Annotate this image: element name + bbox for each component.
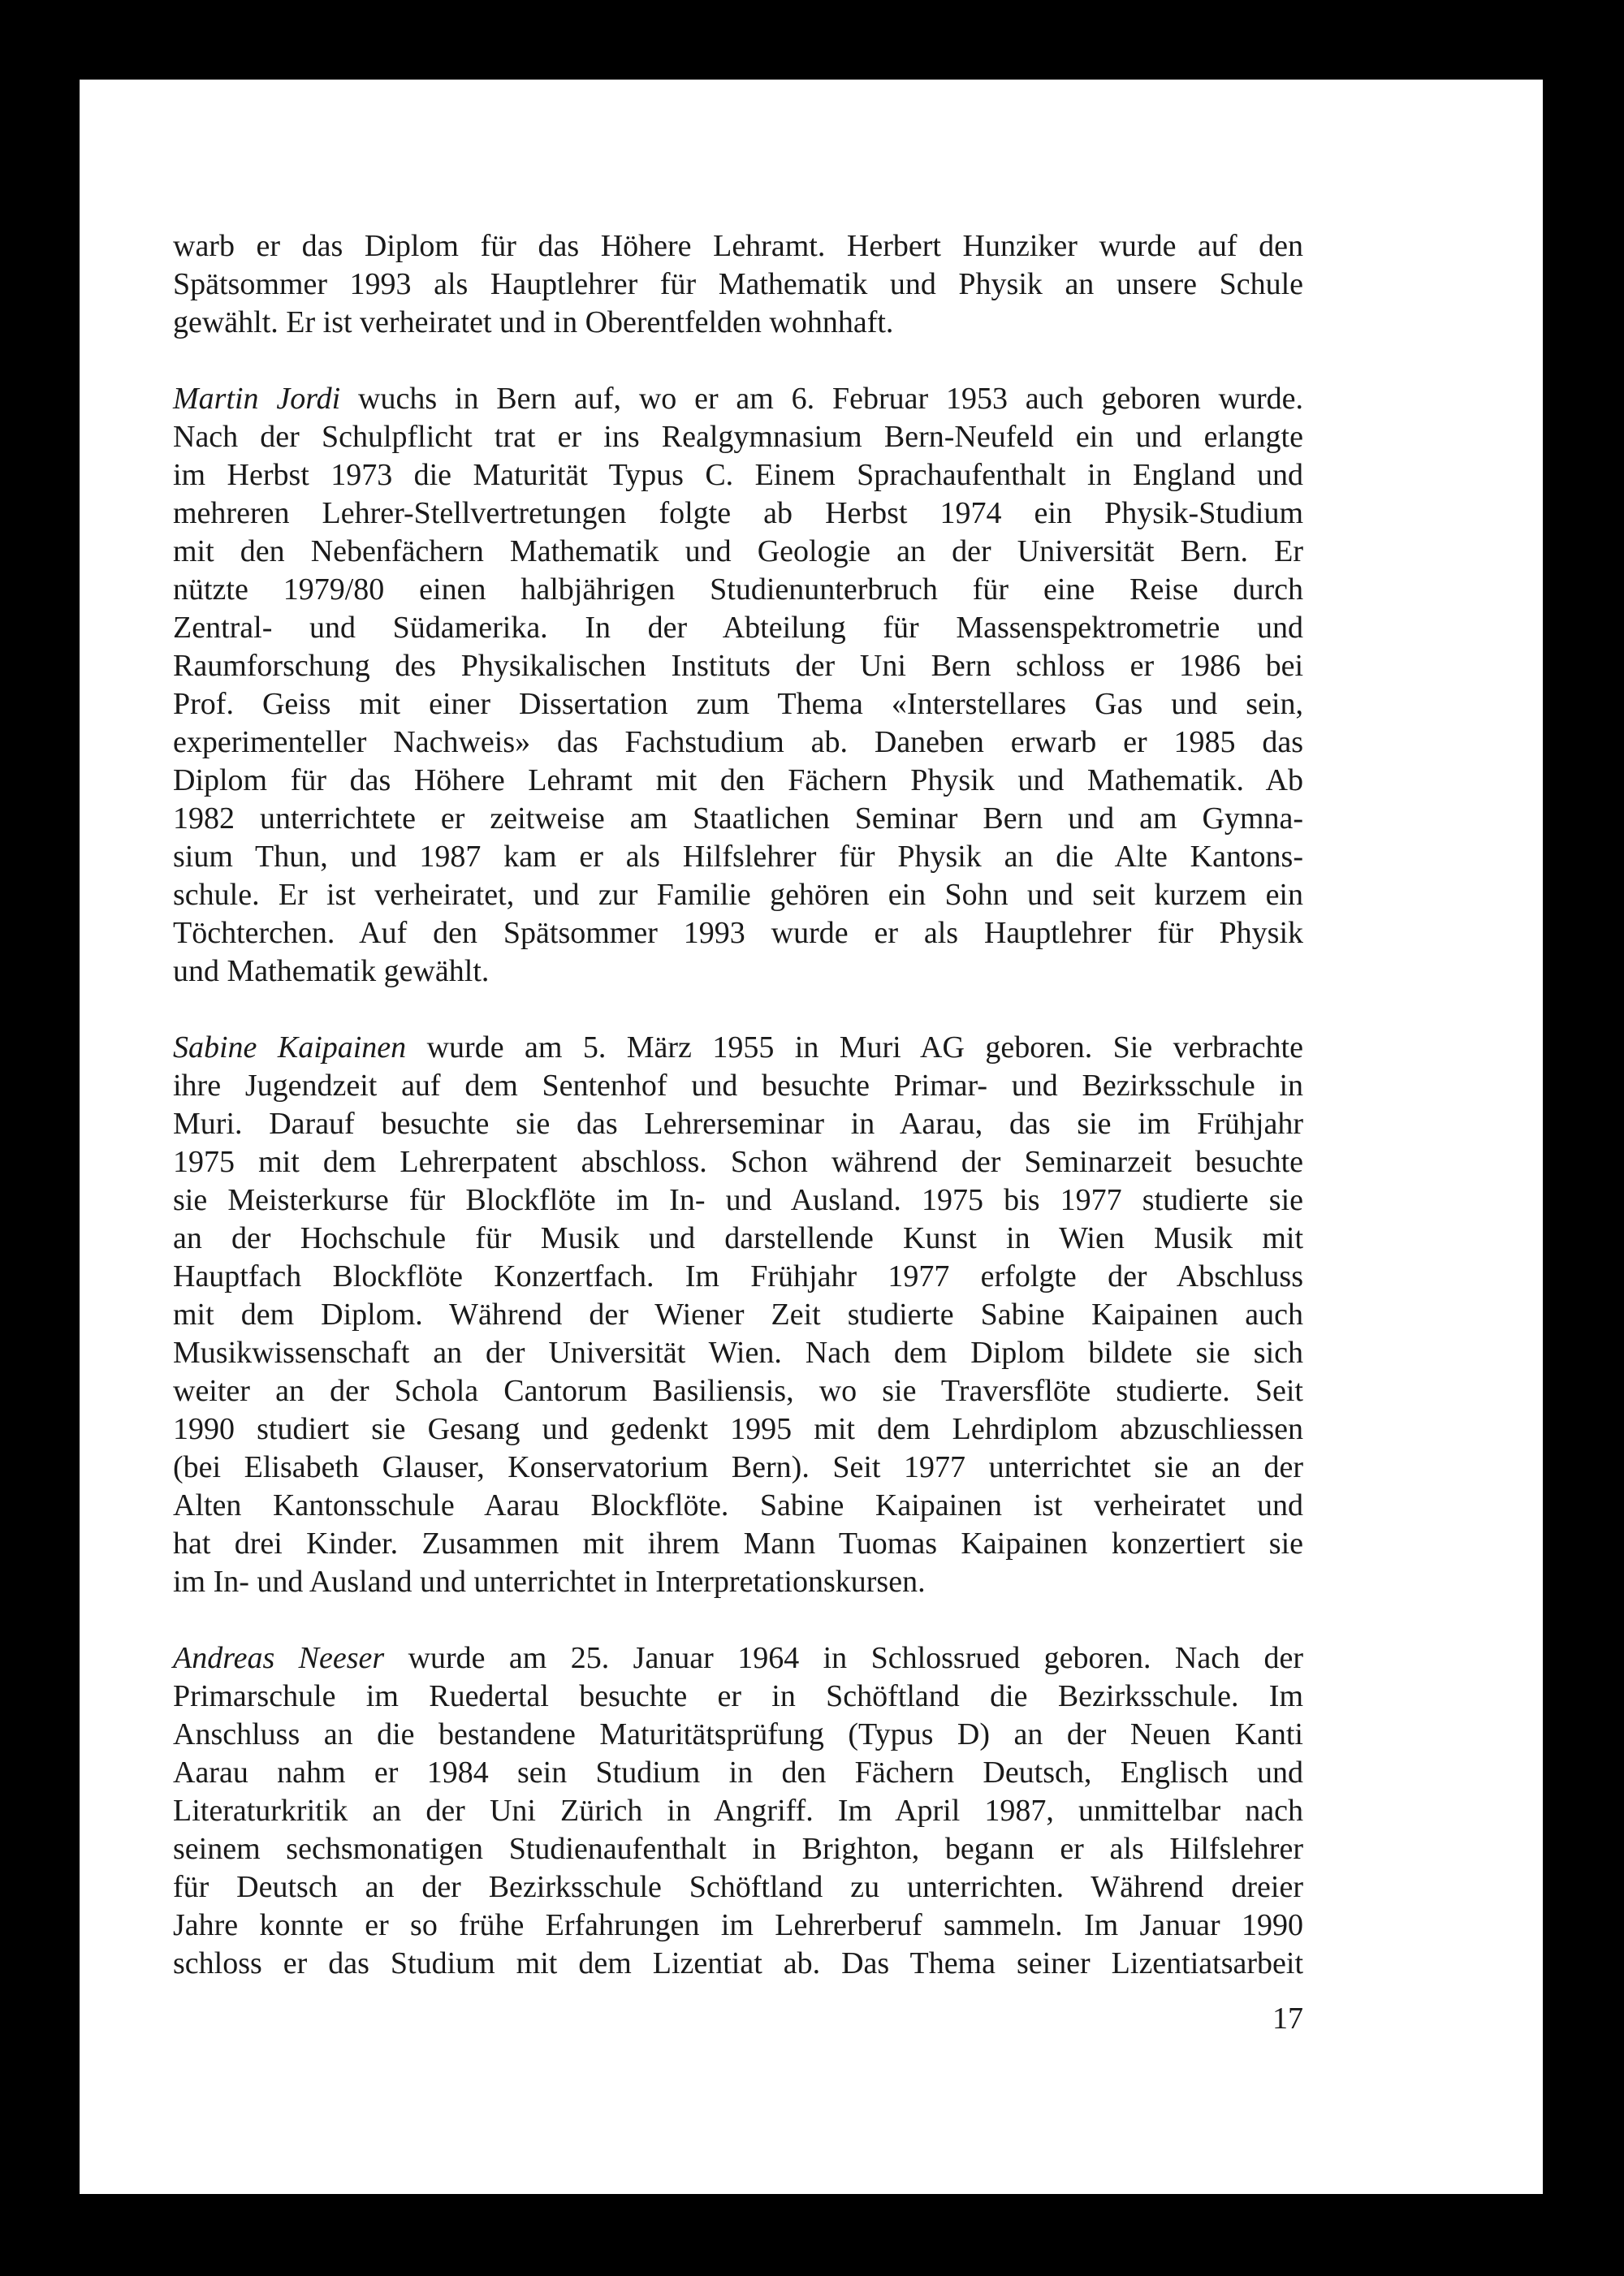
- text-line: [173, 1029, 1303, 1067]
- text-line: und Mathematik gewählt.: [173, 954, 490, 988]
- text-line: Anschluss an die bestandene Maturitätsprüfung (Typus D) an der Neuen Kanti: [173, 1717, 1303, 1751]
- text-line: [173, 380, 1303, 418]
- text-line: Hauptfach Blockflöte Konzertfach. Im Frühjahr 1977 erfolgte der Abschluss: [173, 1259, 1303, 1293]
- text-line: 1990 studiert sie Gesang und gedenkt 1995 mit dem Lehrdiplom abzuschliessen: [173, 1412, 1303, 1446]
- text-line: im In- und Ausland und unterrichtet in Interpretationskursen.: [173, 1565, 926, 1599]
- text-line: Diplom für das Höhere Lehramt mit den Fächern Physik und Mathematik. Ab: [173, 763, 1303, 797]
- text-line: weiter an der Schola Cantorum Basiliensis, wo sie Traversflöte studierte. Seit: [173, 1374, 1303, 1408]
- text-line: mehreren Lehrer-Stellvertretungen folgte ab Herbst 1974 ein Physik-Studium: [173, 496, 1303, 530]
- text-line: schule. Er ist verheiratet, und zur Familie gehören ein Sohn und seit kurzem ein: [173, 878, 1303, 912]
- text-line: Nach der Schulpflicht trat er ins Realgymnasium Bern-Neufeld ein und erlangte: [173, 420, 1303, 454]
- biography-paragraph: [173, 380, 1303, 991]
- text-line: warb er das Diplom für das Höhere Lehramt. Herbert Hunziker wurde auf den: [173, 229, 1303, 263]
- text-line: sium Thun, und 1987 kam er als Hilfslehrer für Physik an die Alte Kantons-: [173, 840, 1303, 874]
- text-line: Raumforschung des Physikalischen Instituts der Uni Bern schloss er 1986 bei: [173, 649, 1303, 683]
- text-line: Töchterchen. Auf den Spätsommer 1993 wurde er als Hauptlehrer für Physik: [173, 916, 1303, 950]
- text-line: Alten Kantonsschule Aarau Blockflöte. Sabine Kaipainen ist verheiratet und: [173, 1488, 1303, 1522]
- person-name: Martin Jordi: [173, 382, 341, 416]
- page-number: 17: [1272, 2002, 1303, 2036]
- text-line: Aarau nahm er 1984 sein Studium in den Fächern Deutsch, Englisch und: [173, 1756, 1303, 1790]
- line-text: wurde am 25. Januar 1964 in Schlossrued geboren. Nach der: [384, 1641, 1304, 1675]
- text-line: 1975 mit dem Lehrerpatent abschloss. Schon während der Seminarzeit besuchte: [173, 1145, 1303, 1179]
- text-line: sie Meisterkurse für Blockflöte im In- und Ausland. 1975 bis 1977 studierte sie: [173, 1183, 1303, 1217]
- text-line: Muri. Darauf besuchte sie das Lehrerseminar in Aarau, das sie im Frühjahr: [173, 1107, 1303, 1141]
- text-line: an der Hochschule für Musik und darstellende Kunst in Wien Musik mit: [173, 1221, 1303, 1255]
- person-name: Andreas Neeser: [173, 1641, 385, 1675]
- text-line: gewählt. Er ist verheiratet und in Oberentfelden wohnhaft.: [173, 305, 894, 339]
- text-line: mit dem Diplom. Während der Wiener Zeit studierte Sabine Kaipainen auch: [173, 1298, 1303, 1332]
- line-text: wuchs in Bern auf, wo er am 6. Februar 1953 auch geboren wurde.: [340, 382, 1304, 416]
- text-line: Zentral- und Südamerika. In der Abteilung für Massenspektrometrie und: [173, 611, 1303, 645]
- text-line: schloss er das Studium mit dem Lizentiat ab. Das Thema seiner Lizentiatsarbeit: [173, 1946, 1303, 1980]
- biography-paragraph: [173, 1639, 1303, 1983]
- text-line: nützte 1979/80 einen halbjährigen Studienunterbruch für eine Reise durch: [173, 572, 1303, 607]
- text-line: seinem sechsmonatigen Studienaufenthalt in Brighton, begann er als Hilfslehrer: [173, 1832, 1303, 1866]
- text-line: Jahre konnte er so frühe Erfahrungen im Lehrerberuf sammeln. Im Januar 1990: [173, 1908, 1303, 1942]
- text-line: für Deutsch an der Bezirksschule Schöftland zu unterrichten. Während dreier: [173, 1870, 1303, 1904]
- text-line: Literaturkritik an der Uni Zürich in Angriff. Im April 1987, unmittelbar nach: [173, 1794, 1303, 1828]
- text-line: 1982 unterrichtete er zeitweise am Staatlichen Seminar Bern und am Gymna-: [173, 801, 1303, 836]
- body-text: [173, 227, 1303, 2021]
- biography-paragraph: [173, 227, 1303, 342]
- text-line: [173, 1639, 1303, 1678]
- text-line: experimenteller Nachweis» das Fachstudium ab. Daneben erwarb er 1985 das: [173, 725, 1303, 759]
- text-line: (bei Elisabeth Glauser, Konservatorium Bern). Seit 1977 unterrichtet sie an der: [173, 1450, 1303, 1484]
- text-line: ihre Jugendzeit auf dem Sentenhof und besuchte Primar- und Bezirksschule in: [173, 1069, 1303, 1103]
- text-line: Musikwissenschaft an der Universität Wien. Nach dem Diplom bildete sie sich: [173, 1336, 1303, 1370]
- text-line: im Herbst 1973 die Maturität Typus C. Einem Sprachaufenthalt in England und: [173, 458, 1303, 492]
- line-text: wurde am 5. März 1955 in Muri AG geboren. Sie verbrachte: [406, 1030, 1303, 1065]
- text-line: hat drei Kinder. Zusammen mit ihrem Mann Tuomas Kaipainen konzertiert sie: [173, 1527, 1303, 1561]
- person-name: Sabine Kaipainen: [173, 1030, 407, 1065]
- text-line: Primarschule im Ruedertal besuchte er in Schöftland die Bezirksschule. Im: [173, 1679, 1303, 1713]
- biography-paragraph: [173, 1029, 1303, 1601]
- text-line: Spätsommer 1993 als Hauptlehrer für Mathematik und Physik an unsere Schule: [173, 267, 1303, 301]
- text-line: mit den Nebenfächern Mathematik und Geologie an der Universität Bern. Er: [173, 534, 1303, 568]
- text-line: Prof. Geiss mit einer Dissertation zum Thema «Interstellares Gas und sein,: [173, 687, 1303, 721]
